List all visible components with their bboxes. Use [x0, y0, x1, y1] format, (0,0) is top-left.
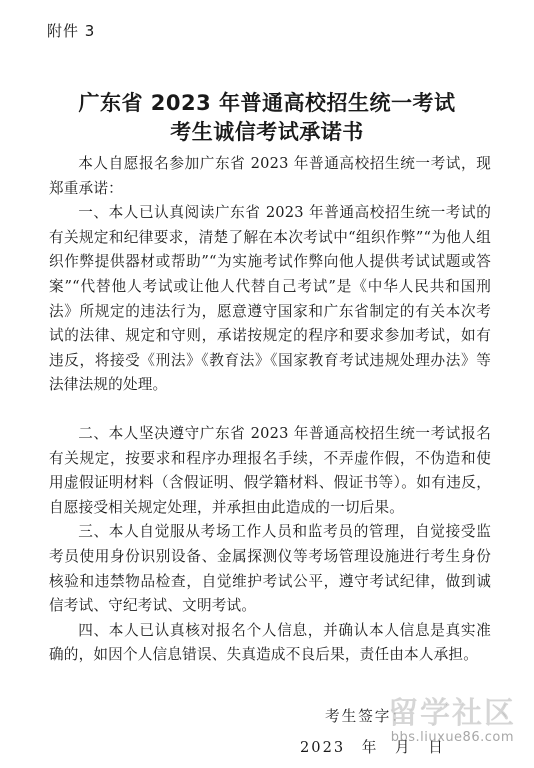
paragraph-commitment-1: 一、本人已认真阅读广东省 2023 年普通高校招生统一考试的有关规定和纪律要求，清楚了解在本次考试中“组织作弊”“为他人组织作弊提供器材或帮助”“为实施考试作弊向他人提供考试试题或答案”“代替他人考试或让他人代替自己考试”是《中华人民共和国刑法》所规定的违法行为，愿意遵守国家和广东省制定的有关本次考试的法律、规定和守则，承诺按规定的程序和要求参加考试，如有违反，将接受《刑法》《教育法》《国家教育考试违规处理办法》等法律法规的处理。: [49, 204, 491, 394]
watermark: [386, 688, 516, 758]
document-title-line-2: 考生诚信考试承诺书: [170, 120, 364, 144]
signer-label: 考生签字：: [325, 708, 408, 725]
paragraph-commitment-4: 四、本人已认真核对报名个人信息，并确认本人信息是真实准确的，如因个人信息错误、失真造成不良后果，责任由本人承担。: [49, 621, 491, 664]
paragraph-commitment-2: 二、本人坚决遵守广东省 2023 年普通高校招生统一考试报名有关规定，按要求和程序办理报名手续，不弄虚作假，不伪造和使用虚假证明材料（含假证明、假学籍材料、假证书等）。如有违反，自愿接受相关规定处理，并承担由此造成的一切后果。: [49, 424, 491, 516]
document-title-line-1: 广东省 2023 年普通高校招生统一考试: [78, 91, 456, 115]
attachment-label: 附件 3: [47, 22, 96, 40]
watermark-logo-text: 留学社区: [388, 696, 516, 731]
paragraph-intro: 本人自愿报名参加广东省 2023 年普通高校招生统一考试，现郑重承诺：: [49, 155, 491, 197]
paragraph-commitment-3: 三、本人自觉服从考场工作人员和监考员的管理，自觉接受监考员使用身份识别设备、金属探测仪等考场管理设施进行考生身份核验和违禁物品检查，自觉维护考试公平，遵守考试纪律，做到诚信考试、守纪考试、文明考试。: [49, 523, 491, 615]
watermark-url: bbs.liuxue86.com: [390, 730, 514, 745]
document-body: [49, 152, 491, 668]
date-line: 2023 年 月 日: [300, 739, 445, 756]
